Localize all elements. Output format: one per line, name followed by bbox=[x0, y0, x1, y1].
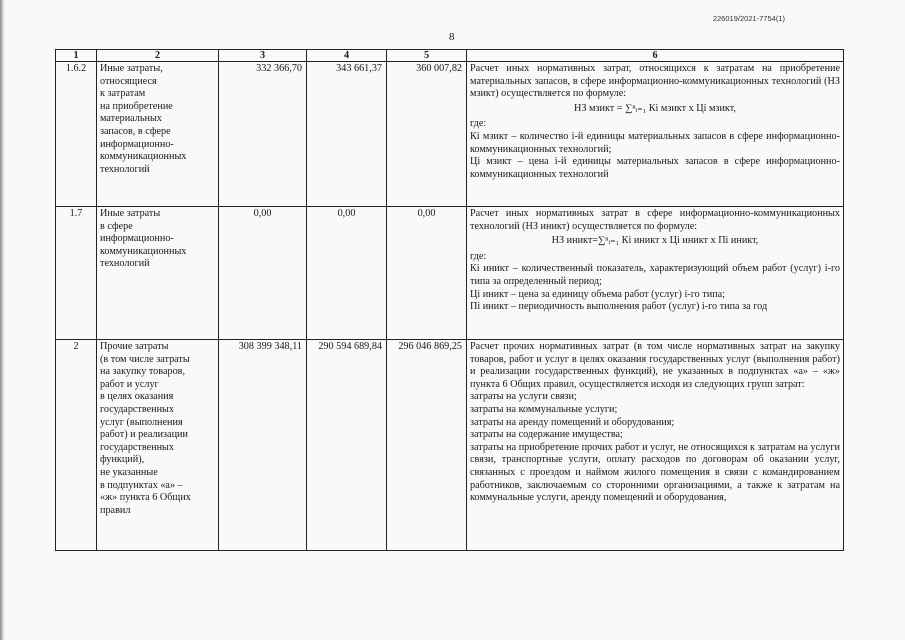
row-code: 1.7 bbox=[56, 207, 97, 340]
definition: Цi иникт – цена за единицу объема работ (услуг) i-го типа; bbox=[470, 288, 725, 300]
row-name: Иные затраты в сфере информационно- коммуникационных технологий bbox=[97, 207, 219, 340]
row-value-2: 290 594 689,84 bbox=[307, 340, 387, 551]
table-row bbox=[56, 207, 844, 340]
row-value-3: 360 007,82 bbox=[387, 62, 467, 207]
where-label: где: bbox=[470, 250, 487, 262]
row-value-1: 332 366,70 bbox=[219, 62, 307, 207]
row-name: Иные затраты, относящиеся к затратам на приобретение материальных запасов, в сфере информационно- коммуникационных технологий bbox=[97, 62, 219, 207]
table-row bbox=[56, 340, 844, 551]
definition: Кi иникт – количественный показатель, характеризующий объем работ (услуг) i-го типа за определенный период; bbox=[470, 263, 840, 287]
scan-edge bbox=[0, 0, 5, 640]
row-value-3: 296 046 869,25 bbox=[387, 340, 467, 551]
column-header-5: 5 bbox=[387, 50, 467, 62]
row-value-3: 0,00 bbox=[387, 207, 467, 340]
row-code: 2 bbox=[56, 340, 97, 551]
formula: НЗ мзикт = ∑ⁿᵢ₌₁ Кi мзикт х Цi мзикт, bbox=[574, 102, 736, 114]
column-header-2: 2 bbox=[97, 50, 219, 62]
header-row bbox=[56, 50, 844, 62]
column-header-1: 1 bbox=[56, 50, 97, 62]
row-name: Прочие затраты (в том числе затраты на закупку товаров, работ и услуг в целях оказания государственных услуг (выполнения работ) и реализации государственных функций), не указанные в подпунктах «а» – «ж» пункта 6 Общих правил bbox=[97, 340, 219, 551]
column-header-4: 4 bbox=[307, 50, 387, 62]
cost-table bbox=[55, 49, 844, 551]
where-label: где: bbox=[470, 118, 487, 130]
column-header-3: 3 bbox=[219, 50, 307, 62]
definition: Пi иникт – периодичность выполнения работ (услуг) i-го типа за год bbox=[470, 301, 768, 313]
row-value-2: 0,00 bbox=[307, 207, 387, 340]
column-header-6: 6 bbox=[467, 50, 844, 62]
description-intro: Расчет иных нормативных затрат, относящихся к затратам на приобретение материальных запасов, в сфере информационно-коммуникационных технологий (НЗ мзикт) осуществляется по формуле: bbox=[470, 63, 840, 100]
table-row bbox=[56, 62, 844, 207]
cost-group-item: затраты на коммунальные услуги; bbox=[470, 403, 618, 415]
row-value-2: 343 661,37 bbox=[307, 62, 387, 207]
description-intro: Расчет иных нормативных затрат в сфере информационно-коммуникационных технологий (НЗ иникт) осуществляется по формуле: bbox=[470, 208, 840, 232]
row-description bbox=[467, 62, 844, 207]
row-value-1: 308 399 348,11 bbox=[219, 340, 307, 551]
cost-group-item: затраты на аренду помещений и оборудования; bbox=[470, 416, 675, 428]
formula: НЗ иникт=∑ⁿᵢ₌₁ Кi иникт х Цi иникт х Пi иникт, bbox=[551, 235, 759, 247]
row-description bbox=[467, 340, 844, 551]
cost-group-item: затраты на приобретение прочих работ и услуг, не относящихся к затратам на услуги связи, транспортные услуги, оплату расходов по договорам об оказании услуг, связанных с проездом и наймом жилого помещения в связи с командированием работников, заключаемым со сторонними организациями, а также к затратам на коммунальные услуги, аренду помещений и оборудования, bbox=[470, 441, 840, 504]
row-code: 1.6.2 bbox=[56, 62, 97, 207]
cost-group-item: затраты на услуги связи; bbox=[470, 391, 577, 403]
document-id: 226019/2021-7754(1) bbox=[712, 14, 785, 23]
row-value-1: 0,00 bbox=[219, 207, 307, 340]
page-number: 8 bbox=[449, 31, 455, 43]
description-intro: Расчет прочих нормативных затрат (в том числе нормативных затрат на закупку товаров, работ и услуг в целях оказания государственных услуг (выполнения работ) и реализации государственных функций), не указанных в подпунктах «а» – «ж» пункта 6 Общих правил, осуществляется исходя из следующих групп затрат: bbox=[470, 341, 840, 390]
definition: Кi мзикт – количество i-й единицы материальных запасов в сфере информационно-коммуникационных технологий; bbox=[470, 130, 840, 155]
cost-group-item: затраты на содержание имущества; bbox=[470, 429, 623, 441]
row-description bbox=[467, 207, 844, 340]
definition: Цi мзикт – цена i-й единицы материальных запасов в сфере информационно-коммуникационных технологий bbox=[470, 156, 840, 180]
